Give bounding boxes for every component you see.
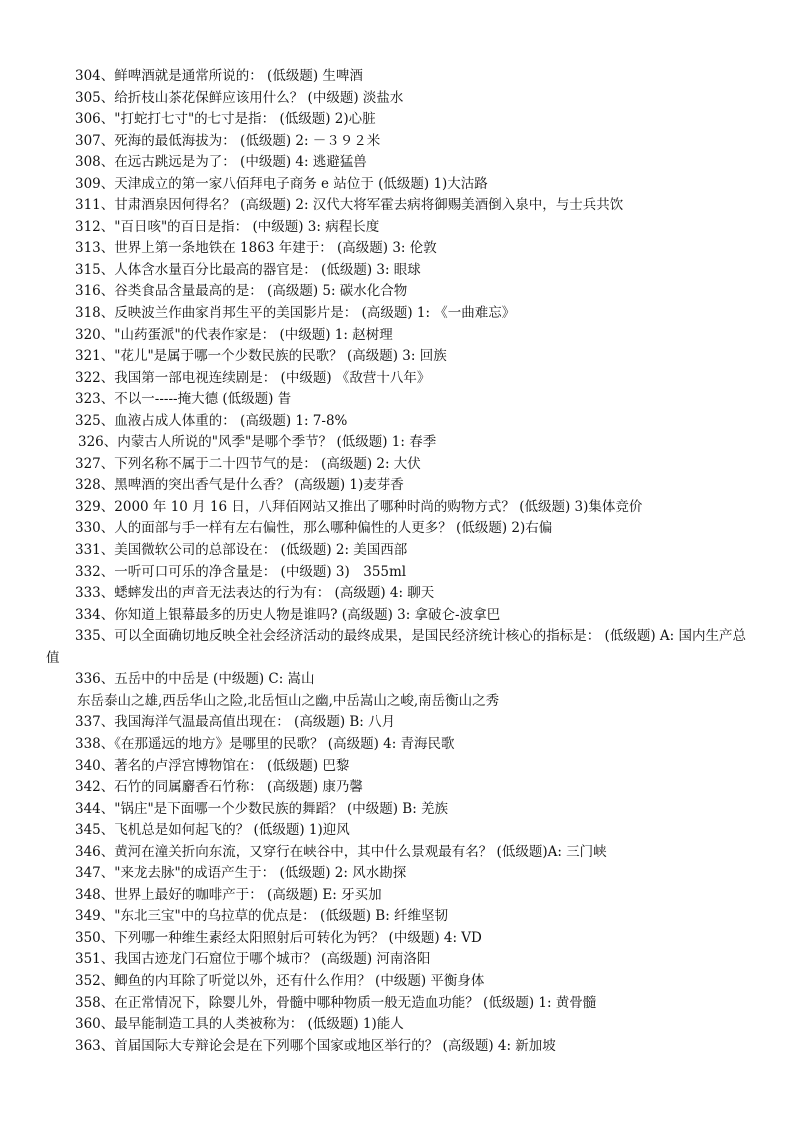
list-item: 309、天津成立的第一家八佰拜电子商务 e 站位于 (低级题) 1)大沽路 <box>75 175 488 192</box>
list-item: 337、我国海洋气温最高值出现在： (高级题) B: 八月 <box>75 714 396 731</box>
list-item: 329、2000 年 10 月 16 日，八拜佰网站又推出了哪种时尚的购物方式？ (低级题) 3)集体竞价 <box>75 498 643 515</box>
list-item: 349、"东北三宝"中的乌拉草的优点是： (低级题) B: 纤维坚韧 <box>75 908 449 925</box>
list-item: 322、我国第一部电视连续剧是： (中级题) 《敌营十八年》 <box>75 369 431 386</box>
list-item: 345、飞机总是如何起飞的？ (低级题) 1)迎风 <box>75 822 350 839</box>
list-item: 351、我国古迹龙门石窟位于哪个城市？ (高级题) 河南洛阳 <box>75 951 431 968</box>
list-item: 346、黄河在潼关折向东流，又穿行在峡谷中，其中什么景观最有名？ (低级题)A: 三门峡 <box>75 843 607 860</box>
list-item: 338、《在那遥远的地方》是哪里的民歌？ (高级题) 4: 青海民歌 <box>75 735 455 752</box>
list-item: 336、五岳中的中岳是 (中级题) C: 嵩山 <box>75 671 315 688</box>
list-item: 308、在远古跳远是为了： (中级题) 4: 逃避猛兽 <box>75 154 367 171</box>
list-item: 305、给折枝山茶花保鲜应该用什么？ (中级题) 淡盐水 <box>75 89 404 106</box>
list-item: 347、"来龙去脉"的成语产生于： (低级题) 2: 风水勘探 <box>75 865 407 882</box>
list-item: 311、甘肃酒泉因何得名？ (高级题) 2: 汉代大将军霍去病将御赐美酒倒入泉中，与士兵共饮 <box>75 197 624 214</box>
question-list <box>46 66 756 1057</box>
list-item: 328、黑啤酒的突出香气是什么香？ (高级题) 1)麦芽香 <box>75 477 404 494</box>
list-item: 323、不以一-----掩大德 (低级题) 眚 <box>75 391 292 408</box>
list-item: 315、人体含水量百分比最高的器官是： (低级题) 3: 眼球 <box>75 261 421 278</box>
list-item: 313、世界上第一条地铁在 1863 年建于： (高级题) 3: 伦敦 <box>75 240 437 257</box>
list-item: 332、一听可口可乐的净含量是： (中级题) 3) 355ml <box>75 563 407 580</box>
list-item: 307、死海的最低海拔为： (低级题) 2: －３９２米 <box>75 132 381 149</box>
list-item: 350、下列哪一种维生素经太阳照射后可转化为钙？ (中级题) 4: VD <box>75 929 482 946</box>
list-item: 335、可以全面确切地反映全社会经济活动的最终成果，是国民经济统计核心的指标是： (低级题) A: 国内生产总值 <box>46 628 746 666</box>
list-item: 318、反映波兰作曲家肖邦生平的美国影片是： (高级题) 1: 《一曲难忘》 <box>75 305 516 322</box>
list-item: 363、首届国际大专辩论会是在下列哪个国家或地区举行的？ (高级题) 4: 新加坡 <box>75 1037 556 1054</box>
list-item: 321、"花儿"是属于哪一个少数民族的民歌？ (高级题) 3: 回族 <box>75 348 447 365</box>
list-item: 333、蟋蟀发出的声音无法表达的行为有： (高级题) 4: 聊天 <box>75 585 435 602</box>
list-item: 306、"打蛇打七寸"的七寸是指： (低级题) 2)心脏 <box>75 111 376 128</box>
list-item: 348、世界上最好的咖啡产于： (高级题) E: 牙买加 <box>75 886 382 903</box>
list-item: 360、最早能制造工具的人类被称为： (低级题) 1)能人 <box>75 1016 404 1033</box>
list-item: 320、"山药蛋派"的代表作家是： (中级题) 1: 赵树理 <box>75 326 393 343</box>
list-item: 312、"百日咳"的百日是指： (中级题) 3: 病程长度 <box>75 218 380 235</box>
list-item: 304、鲜啤酒就是通常所说的： (低级题) 生啤酒 <box>75 68 363 84</box>
list-item: 326、内蒙古人所说的"风季"是哪个季节？ (低级题) 1: 春季 <box>78 434 437 451</box>
list-item: 316、谷类食品含量最高的是： (高级题) 5: 碳水化合物 <box>75 283 408 300</box>
list-item: 340、著名的卢浮宫博物馆在： (低级题) 巴黎 <box>75 757 350 774</box>
list-item-note: 东岳泰山之雄,西岳华山之险,北岳恒山之幽,中岳嵩山之峻,南岳衡山之秀 <box>77 692 500 709</box>
list-item: 331、美国微软公司的总部设在： (低级题) 2: 美国西部 <box>75 542 408 559</box>
list-item: 352、鲫鱼的内耳除了听觉以外，还有什么作用？ (中级题) 平衡身体 <box>75 972 485 989</box>
list-item: 342、石竹的同属麝香石竹称： (高级题) 康乃馨 <box>75 779 363 796</box>
list-item: 344、"锅庄"是下面哪一个少数民族的舞蹈？ (中级题) B: 羌族 <box>75 800 449 817</box>
list-item: 330、人的面部与手一样有左右偏性，那么哪种偏性的人更多？ (低级题) 2)右偏 <box>75 520 553 537</box>
list-item: 325、血液占成人体重的： (高级题) 1: 7-8% <box>75 412 348 429</box>
list-item: 334、你知道上银幕最多的历史人物是谁吗? (高级题) 3: 拿破仑-波拿巴 <box>75 606 501 623</box>
list-item: 358、在正常情况下，除婴儿外，骨髓中哪种物质一般无造血功能？ (低级题) 1: 黄骨髓 <box>75 994 597 1011</box>
list-item: 327、下列名称不属于二十四节气的是： (高级题) 2: 大伏 <box>75 455 421 472</box>
